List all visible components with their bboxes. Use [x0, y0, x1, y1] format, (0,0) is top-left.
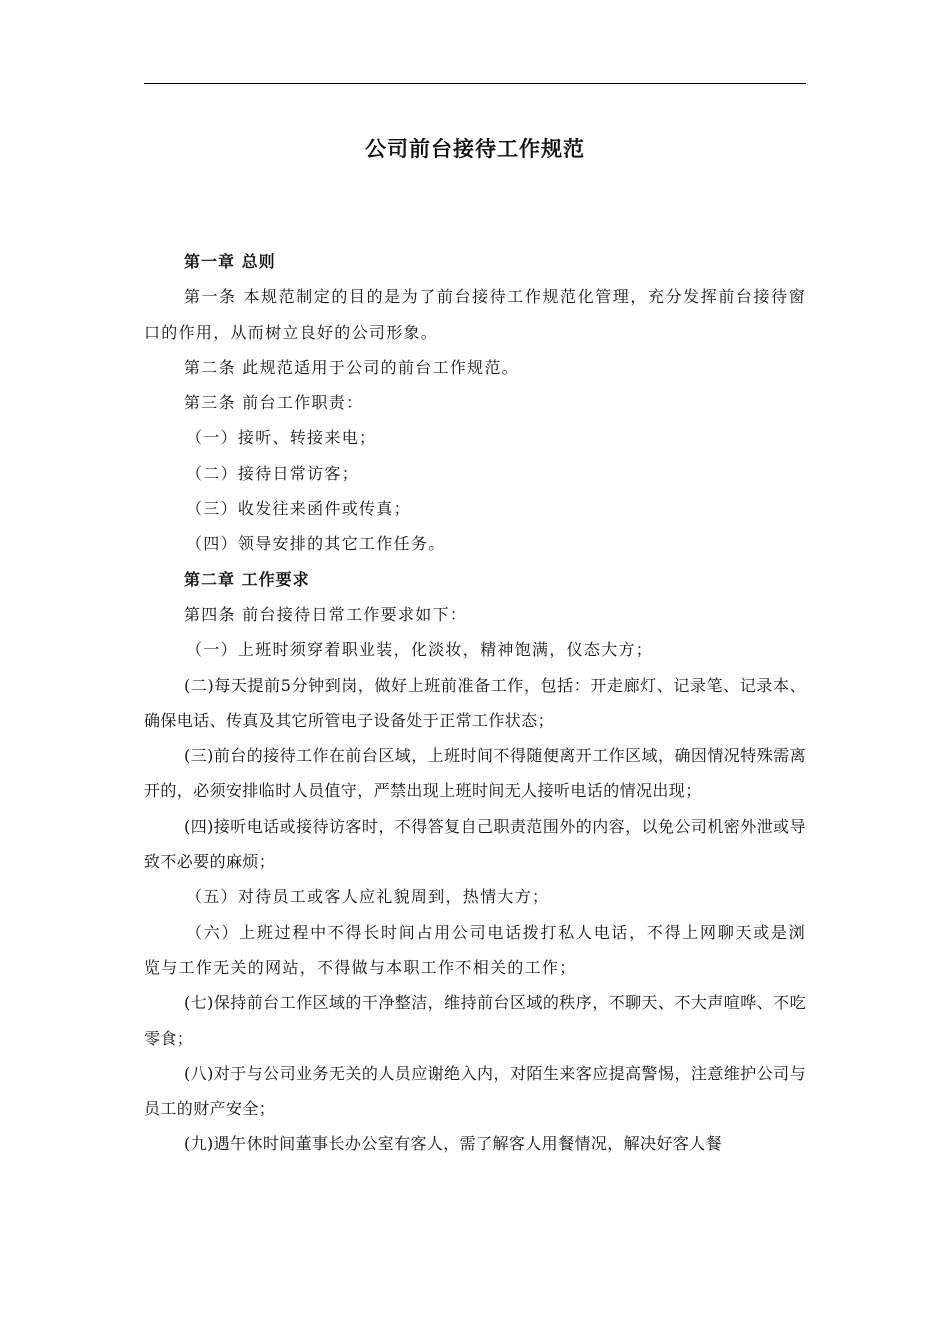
article-paragraph: 第四条 前台接待日常工作要求如下：: [184, 604, 468, 624]
list-item: （五）对待员工或客人应礼貌周到，热情大方；: [186, 887, 550, 907]
list-item: (八)对于与公司业务无关的人员应谢绝入内，对陌生来客应提高警惕，注意维护公司与员工的财产安全；: [144, 1063, 806, 1119]
list-item: (九)遇午休时间董事长办公室有客人，需了解客人用餐情况，解决好客人餐: [184, 1134, 723, 1154]
document-title: 公司前台接待工作规范: [365, 137, 585, 161]
article-paragraph: 第三条 前台工作职责：: [184, 393, 364, 413]
list-item: (二)每天提前5分钟到岗，做好上班前准备工作，包括：开走廊灯、记录笔、记录本、确保电话、传真及其它所管电子设备处于正常工作状态；: [144, 675, 806, 730]
list-item: (四)接听电话或接待访客时，不得答复自己职责范围外的内容，以免公司机密外泄或导致不必要的麻烦；: [144, 816, 806, 872]
list-item: (三)前台的接待工作在前台区域，上班时间不得随便离开工作区域，确因情况特殊需离开的，必须安排临时人员值守，严禁出现上班时间无人接听电话的情况出现；: [144, 746, 806, 801]
list-item: （一）接听、转接来电；: [186, 428, 377, 448]
article-paragraph: 第一条 本规范制定的目的是为了前台接待工作规范化管理，充分发挥前台接待窗口的作用，从而树立良好的公司形象。: [144, 287, 806, 342]
list-item: (七)保持前台工作区域的干净整洁，维持前台区域的秩序，不聊天、不大声喧哗、不吃零食；: [144, 993, 806, 1048]
list-item: （二）接待日常访客；: [186, 463, 360, 483]
chapter-heading: 第一章 总则: [184, 252, 276, 271]
document-body: [144, 244, 806, 1162]
list-item: （六）上班过程中不得长时间占用公司电话拨打私人电话，不得上网聊天或是浏览与工作无关的网站，不得做与本职工作不相关的工作；: [144, 922, 806, 977]
article-paragraph: 第二条 此规范适用于公司的前台工作规范。: [184, 357, 520, 377]
list-item: （三）收发往来函件或传真；: [186, 499, 411, 519]
list-item: （一）上班时须穿着职业装，化淡妆，精神饱满，仪态大方；: [186, 640, 654, 660]
list-item: （四）领导安排的其它工作任务。: [186, 534, 446, 554]
chapter-heading: 第二章 工作要求: [184, 569, 310, 589]
header-rule: [144, 83, 806, 84]
